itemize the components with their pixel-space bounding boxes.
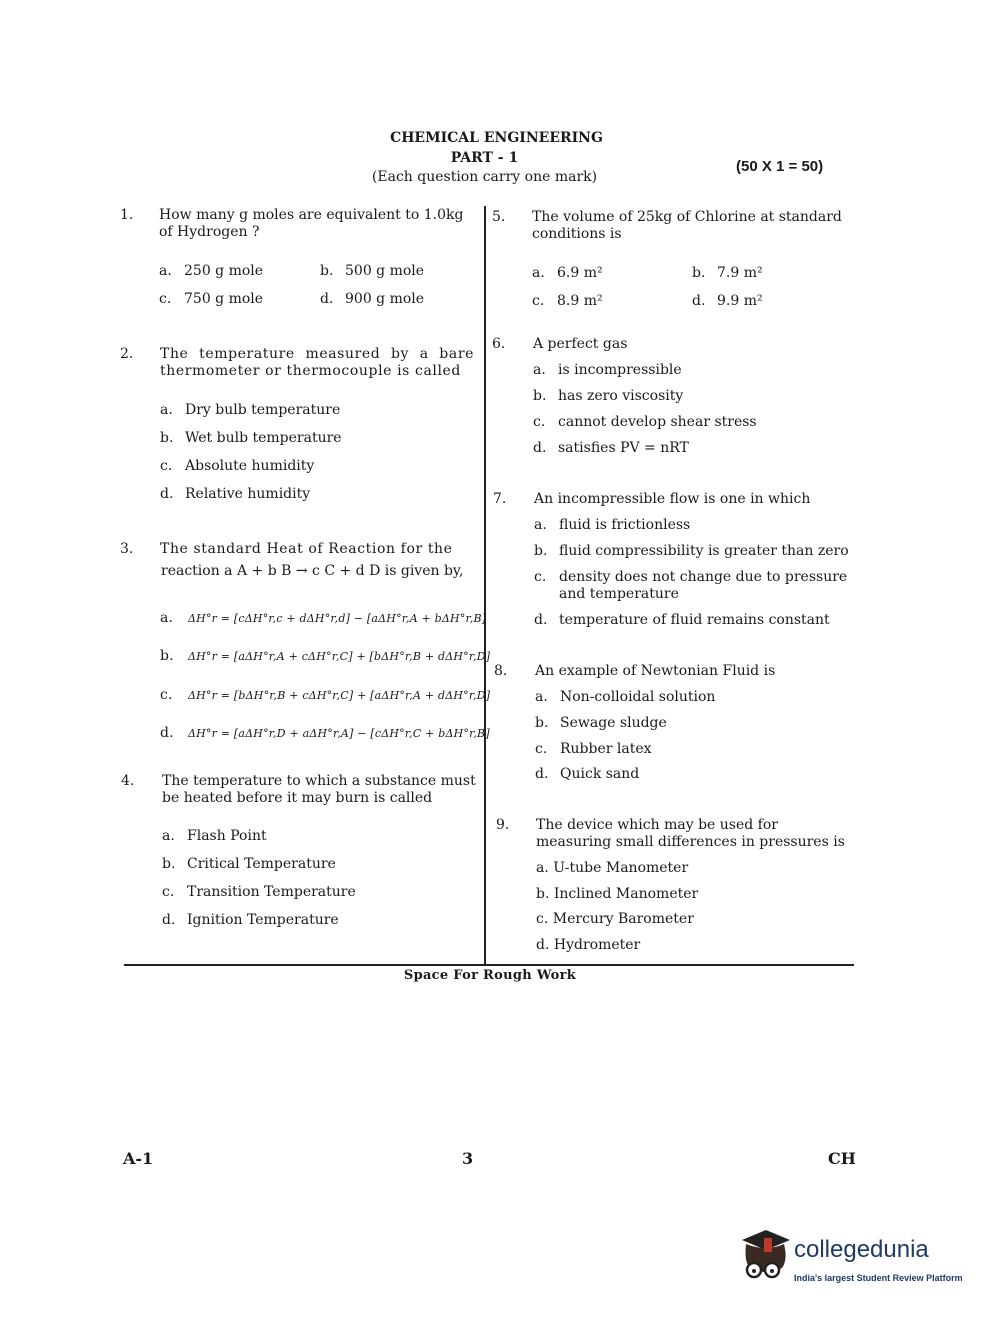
option: c. Transition Temperature	[162, 884, 356, 900]
option: d. Hydrometer	[536, 937, 641, 953]
option: c. Mercury Barometer	[536, 911, 694, 927]
equation-option: c. ΔH°r = [bΔH°r,B + cΔH°r,C] + [aΔH°r,A + dΔH°r,D]	[160, 687, 491, 703]
option: c. 750 g mole	[159, 291, 264, 307]
equation-option: d. ΔH°r = [aΔH°r,D + aΔH°r,A] − [cΔH°r,C + bΔH°r,B]	[160, 725, 490, 741]
option: a. fluid is frictionless	[534, 517, 691, 533]
question-number: 8.	[494, 663, 508, 679]
option: a. Flash Point	[162, 828, 267, 844]
question-number: 5.	[492, 209, 506, 225]
brand-name: collegedunia	[794, 1236, 929, 1263]
option: c. Absolute humidity	[160, 458, 315, 474]
option: c. cannot develop shear stress	[533, 414, 757, 430]
question-text: The standard Heat of Reaction for the	[160, 541, 453, 557]
question-text: The temperature to which a substance must be heated before it may burn is called	[162, 773, 476, 806]
option: b. 7.9 m²	[692, 265, 763, 281]
marks-instruction: (Each question carry one mark)	[371, 169, 598, 185]
question-text: The device which may be used for measuring small differences in pressures is	[536, 817, 845, 850]
mascot-icon	[736, 1226, 794, 1284]
question-number: 2.	[120, 346, 134, 362]
option: a. U-tube Manometer	[536, 860, 689, 876]
question-text: An incompressible flow is one in which	[534, 491, 811, 507]
option: c. 8.9 m²	[532, 293, 603, 309]
equation-option: b. ΔH°r = [aΔH°r,A + cΔH°r,C] + [bΔH°r,B + dΔH°r,D]	[160, 648, 491, 664]
option: d. Ignition Temperature	[162, 912, 339, 928]
question-text: A perfect gas	[533, 336, 628, 352]
option: d. Relative humidity	[160, 486, 311, 502]
question-number: 7.	[493, 491, 507, 507]
option-continuation: and temperature	[559, 586, 679, 602]
question-text: The temperature measured by a bare thermometer or thermocouple is called	[160, 346, 474, 379]
question-text: The volume of 25kg of Chlorine at standard conditions is	[532, 209, 842, 242]
option: d. 900 g mole	[320, 291, 425, 307]
part-heading: PART - 1	[450, 150, 519, 166]
question-text: reaction a A + b B → c C + d D is given by,	[161, 563, 464, 579]
exam-title: CHEMICAL ENGINEERING	[390, 130, 603, 146]
option: b. Sewage sludge	[535, 715, 667, 731]
option: d. satisfies PV = nRT	[533, 440, 689, 456]
page-number: 3	[462, 1149, 474, 1168]
option: b. Inclined Manometer	[536, 886, 699, 902]
equation-option: a. ΔH°r = [cΔH°r,c + dΔH°r,d] − [aΔH°r,A + bΔH°r,B]	[160, 610, 487, 626]
option: b. Wet bulb temperature	[160, 430, 342, 446]
rough-work-label: Space For Rough Work	[403, 968, 577, 983]
option: b. Critical Temperature	[162, 856, 336, 872]
question-text: How many g moles are equivalent to 1.0kg of Hydrogen ?	[159, 207, 464, 240]
paper-code: A-1	[123, 1149, 154, 1168]
question-text: An example of Newtonian Fluid is	[535, 663, 776, 679]
option: a. is incompressible	[533, 362, 682, 378]
question-number: 9.	[496, 817, 510, 833]
option: d. Quick sand	[535, 766, 640, 782]
option: d. 9.9 m²	[692, 293, 763, 309]
bottom-rule	[124, 964, 854, 966]
brand-tagline: India's largest Student Review Platform	[794, 1273, 963, 1283]
question-number: 4.	[121, 773, 135, 789]
question-number: 6.	[492, 336, 506, 352]
option: b. 500 g mole	[320, 263, 425, 279]
total-marks: (50 X 1 = 50)	[736, 158, 824, 175]
option: d. temperature of fluid remains constant	[534, 612, 830, 628]
option: c. Rubber latex	[535, 741, 652, 757]
column-divider	[484, 206, 486, 964]
option: b. has zero viscosity	[533, 388, 684, 404]
option: c. density does not change due to pressure	[534, 569, 848, 585]
option: b. fluid compressibility is greater than zero	[534, 543, 849, 559]
question-number: 3.	[120, 541, 134, 557]
question-number: 1.	[120, 207, 134, 223]
option: a. 250 g mole	[159, 263, 264, 279]
option: a. Dry bulb temperature	[160, 402, 341, 418]
option: a. 6.9 m²	[532, 265, 603, 281]
subject-code: CH	[828, 1149, 856, 1168]
option: a. Non-colloidal solution	[535, 689, 716, 705]
